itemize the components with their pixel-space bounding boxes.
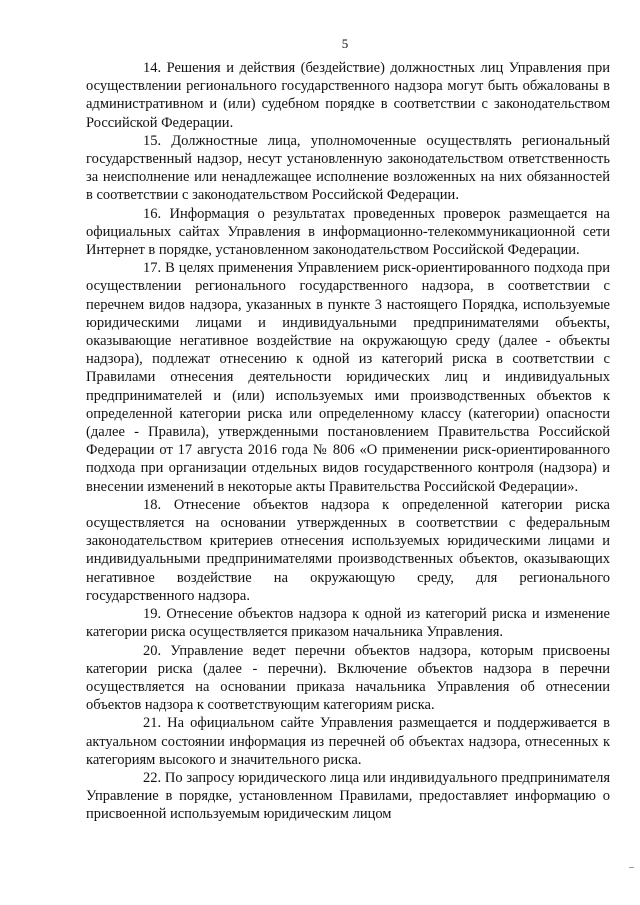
paragraph-14: 14. Решения и действия (бездействие) должностных лиц Управления при осуществлении регионального государственного надзора могут быть обжалованы в административном и (или) судебном порядке в соответствии с законодательством Российской Федерации. xyxy=(86,60,610,131)
paragraph-17: 17. В целях применения Управлением риск-ориентированного подхода при осуществлении регионального государственного надзора, в соответствии с перечнем видов надзора, указанных в пункте 3 настоящего Порядка, используемые юридическими лицами и индивидуальными предпринимателями объекты, оказывающие негативное воздействие на окружающую среду (далее - объекты надзора), подлежат отнесению к одной из категорий риска в соответствии с Правилами отнесения деятельности юридических лиц и индивидуальных предпринимателей и (или) используемых ими производственных объектов к определенной категории риска или определенному классу (категории) опасности (далее - Правила), утвержденными постановлением Правительства Российской Федерации от 17 августа 2016 года № 806 «О применении риск-ориентированного подхода при организации отдельных видов государственного контроля (надзора) и внесении изменений в некоторые акты Правительства Российской Федерации». xyxy=(86,260,610,495)
paragraph-18: 18. Отнесение объектов надзора к определенной категории риска осуществляется на основании утвержденных в соответствии с федеральным законодательством критериев отнесения используемых юридическими лицами и индивидуальными предпринимателями производственных объектов, оказывающих негативное воздействие на окружающую среду, для регионального государственного надзора. xyxy=(86,496,610,604)
paragraph-22: 22. По запросу юридического лица или индивидуального предпринимателя Управление в порядке, установленном Правилами, предоставляет информацию о присвоенной используемым юридическим лицом xyxy=(86,769,610,823)
document-body xyxy=(86,59,610,824)
paragraph-21: 21. На официальном сайте Управления размещается и поддерживается в актуальном состоянии информация из перечней об объектах надзора, отнесенных к категориям высокого и значительного риска. xyxy=(86,715,610,768)
paragraph-16: 16. Информация о результатах проведенных проверок размещается на официальных сайтах Управления в информационно-телекоммуникационной сети Интернет в порядке, установленном законодательством Российской Федерации. xyxy=(86,205,610,259)
paragraph-20: 20. Управление ведет перечни объектов надзора, которым присвоены категории риска (далее - перечни). Включение объектов надзора в перечни осуществляется на основании приказа начальника Управления об отнесении объектов надзора к соответствующим категориям риска. xyxy=(86,642,610,714)
scan-artifact xyxy=(629,867,634,871)
paragraph-19: 19. Отнесение объектов надзора к одной из категорий риска и изменение категории риска осуществляется приказом начальника Управления. xyxy=(86,606,610,641)
page-number: 5 xyxy=(341,36,349,51)
paragraph-15: 15. Должностные лица, уполномоченные осуществлять региональный государственный надзор, несут установленную законодательством ответственность за неисполнение или ненадлежащее исполнение возложенных на них обязанностей в соответствии с законодательством Российской Федерации. xyxy=(86,132,610,204)
